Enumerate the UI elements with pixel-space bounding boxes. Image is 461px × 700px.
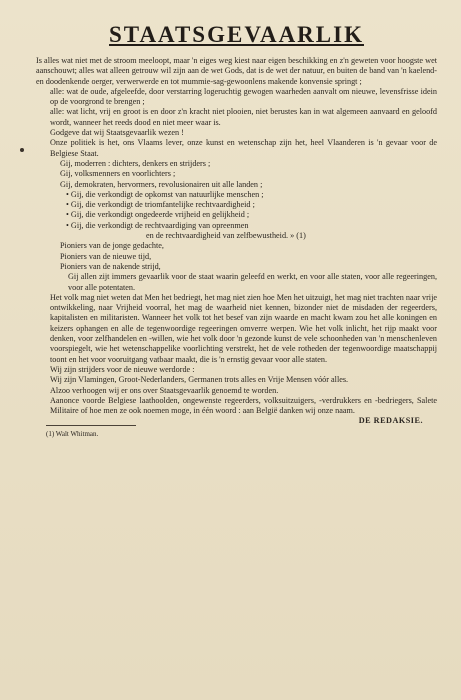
paragraph: Alzoo verhoogen wij er ons over Staatsgevaarlik genoemd te worden. <box>50 385 279 395</box>
paragraph: Aanonce voorde Belgiese laathoolden, ongewenste regeerders, volksuitzuigers, -verdrukkers en -bedriegers, Salete Militaire of hoe men ze ook noemen moge, in één woord : aan België danken wij onze naam. <box>50 395 437 416</box>
list-line: Gij, demokraten, hervormers, revolusionairen uit alle landen ; <box>60 179 263 189</box>
list-line: Pioniers van de nakende strijd, <box>60 261 161 271</box>
footnote: (1) Walt Whitman. <box>46 430 99 439</box>
paragraph: Is alles wat niet met de stroom meeloopt, maar 'n eiges weg kiest naar eigen beschikking en z'n geweten voor hoogste wet aanschouwt; alles wat alleen getrouw wil zijn aan de wet Gods, dat is de wet der natuur, en buiten de band van 'n kaelend- en doodenkende oerger, verwerwerde en tot mummie-sag-gewoonlens makende konvensie springt ; <box>36 56 437 86</box>
list-line: Pioniers van de nieuwe tijd, <box>60 251 152 261</box>
paragraph: Gij allen zijt immers gevaarlik voor de staat waarin geleefd en werkt, en voor alle staten, voor alle regeeringen, voor alle potentaten. <box>68 272 437 292</box>
paragraph: Het volk mag niet weten dat Men het bedriegt, het mag niet zien hoe Men het uitzuigt, het mag niet trachten naar vrije ontwikkeling, naar Vrijheid voorral, het mag de waarheid niet kennen, bizonder niet de misdaden der regeerders, kapitalisten en militaristen. Wanneer het volk tot het besef van zijn waarde en macht kwam zou het alle koningen en keizers ophangen en alle de tegenwoordige regeeringen omverre werpen. Wie het volk inlicht, het rijp maakt voor denken, voor zelfhandelen en -willen, wie het volk door 'n gezonde kunst de vele schoonheden van 'n menschenleven voorspiegelt, wie het wetenschappelike voorlichting verstrekt, het de vele rotheden der tegenwoordige maatschappij toont en het voor vooruitgang vatbaar maakt, die is 'n ernstig gevaar voor alle staten. <box>50 292 437 364</box>
quote-line: en de rechtvaardigheid van zelfbewustheid. » (1) <box>146 231 306 241</box>
footnote-divider <box>46 425 136 426</box>
list-line: Pioniers van de jonge gedachte, <box>60 241 164 251</box>
paragraph: alle: wat de oude, afgeleefde, door verstarring logeruchtig gewogen waarheden aanvalt om nieuwe, levensfrisse idein op de voorgrond te brengen ; <box>50 86 437 107</box>
paragraph: Godgeve dat wij Staatsgevaarlik wezen ! <box>50 128 184 138</box>
article-body <box>36 56 437 426</box>
paragraph: alle: wat licht, vrij en groot is en door z'n kracht niet plooien, niet berustes kan in wat algemeen aanvaard en geloofd wordt, wanneer het reeds dood en niet meer waar is. <box>50 107 437 127</box>
page-title: STAATSGEVAARLIK <box>109 22 364 47</box>
quote-line: • Gij, die verkondigt de triomfantelijke rechtvaardigheid ; <box>36 200 437 210</box>
paragraph: Wij zijn Vlamingen, Groot-Nederlanders, Germanen trots alles en Vrije Mensen vóór alles. <box>50 375 349 385</box>
list-line: Gij, volksmenners en voorlichters ; <box>60 169 176 179</box>
paragraph: Onze politiek is het, ons Vlaams lever, onze kunst en wetenschap zijn het, heel Vlaanderen is 'n gevaar voor de Belgiese Staat. <box>50 138 437 158</box>
quote-line: • Gij, die verkondigt de rechtvaardiging van opreenmen <box>36 221 437 231</box>
quote-line: • Gij, die verkondigt ongedeerde vrijheid en gelijkheid ; <box>36 210 437 220</box>
list-line: Gij, moderren : dichters, denkers en strijders ; <box>60 158 211 168</box>
signature: DE REDAKSIE. <box>358 416 423 426</box>
quote-line: • Gij, die verkondigt de opkomst van natuurlijke menschen ; <box>36 190 437 200</box>
paragraph: Wij zijn strijders voor de nieuwe werdorde : <box>50 364 195 374</box>
margin-mark <box>20 148 24 152</box>
